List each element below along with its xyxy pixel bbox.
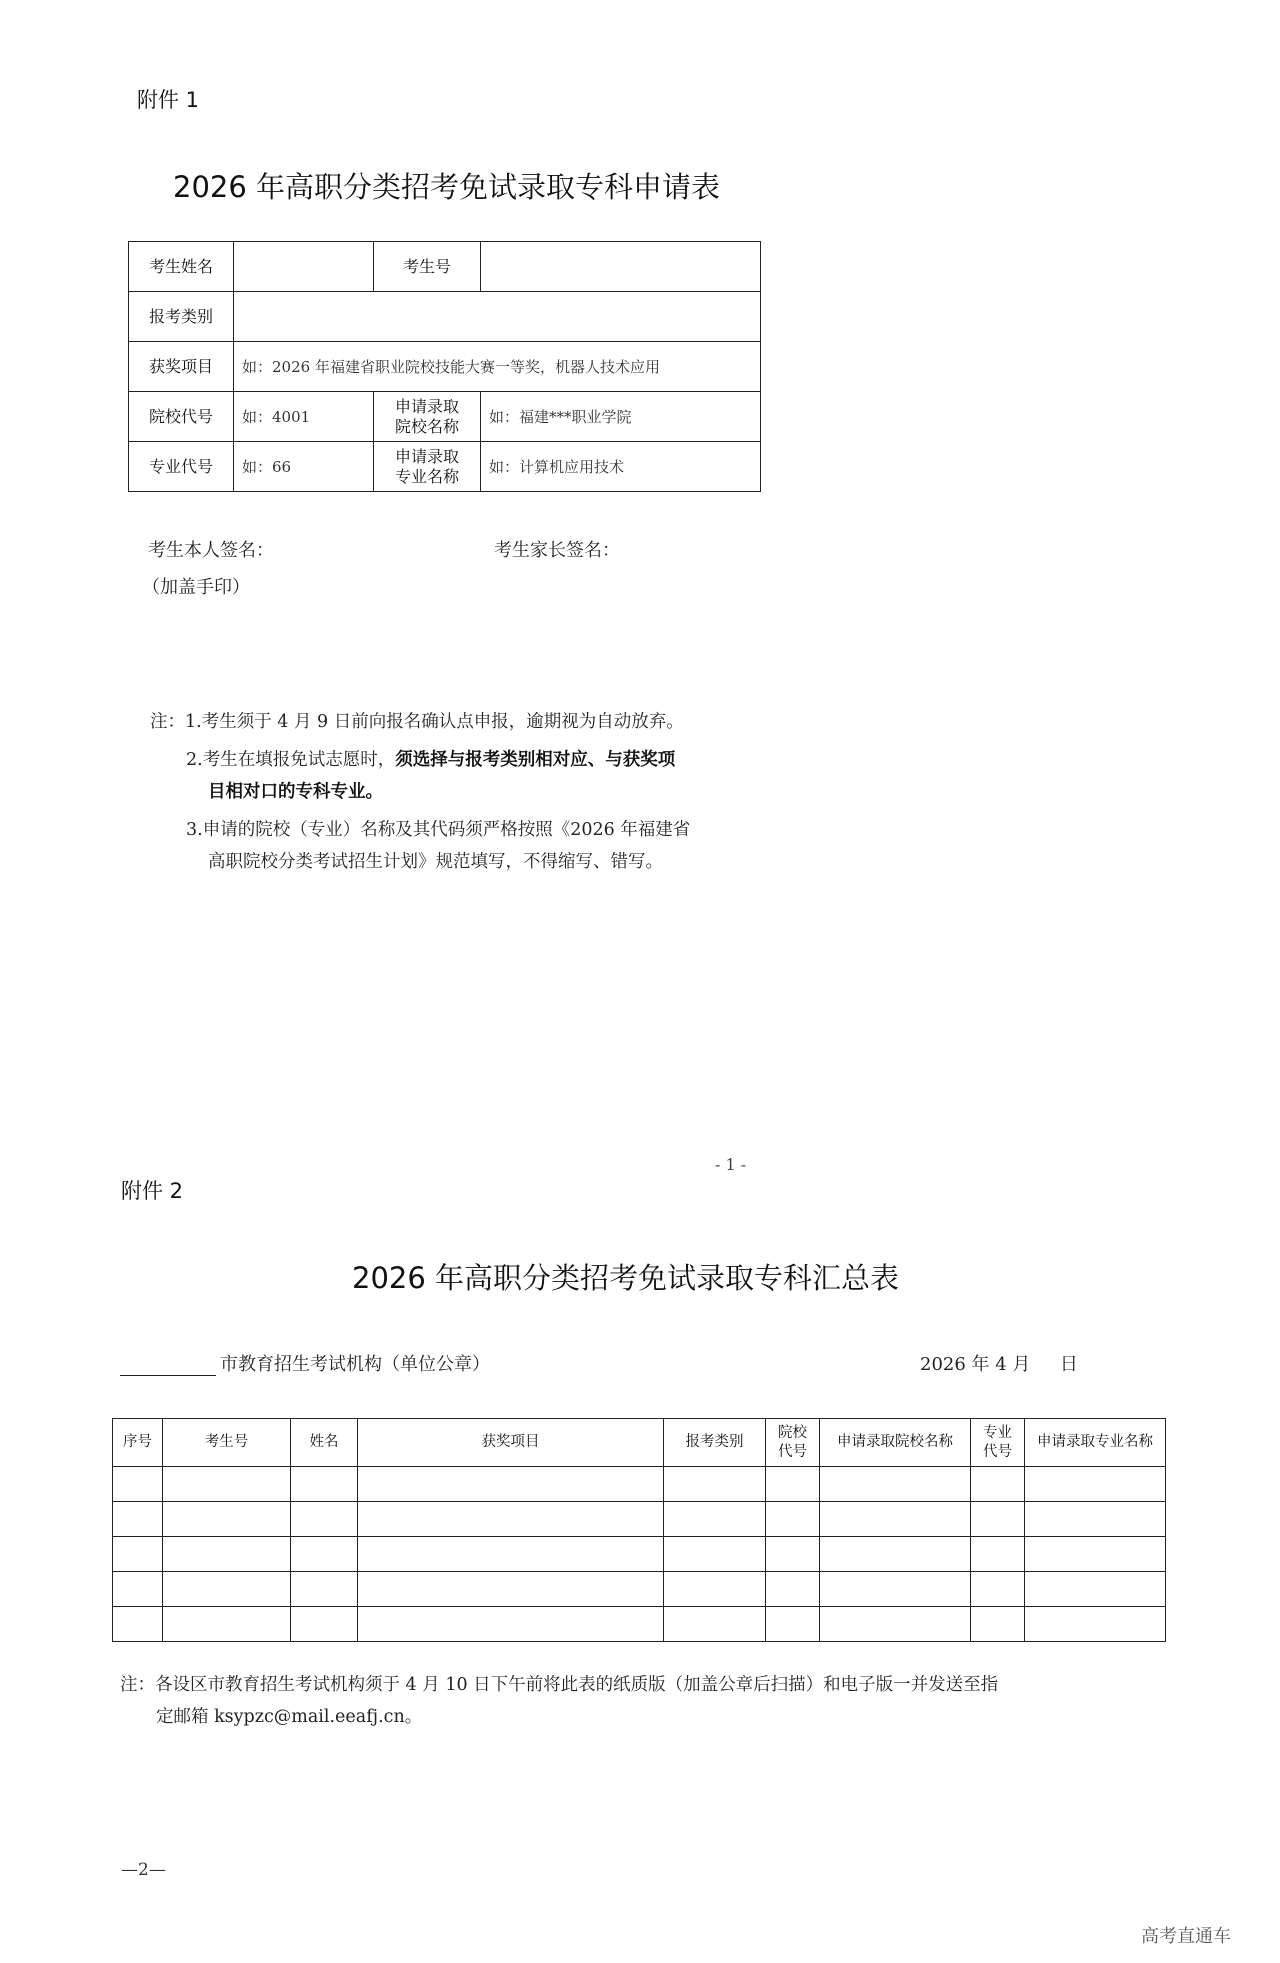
col-header-name: 姓名: [291, 1419, 358, 1467]
table-row: [113, 1572, 1166, 1607]
summary-note-line-1: 注：各设区市教育招生考试机构须于 4 月 10 日下午前将此表的纸质版（加盖公章后扫描）和电子版一并发送至指: [120, 1675, 999, 1695]
table-row: [129, 392, 761, 442]
table-cell[interactable]: [766, 1502, 820, 1537]
candidate-name-label: 考生姓名: [129, 242, 234, 292]
table-cell[interactable]: [971, 1607, 1025, 1642]
major-name-label: 申请录取专业名称: [374, 442, 481, 492]
table-cell[interactable]: [820, 1467, 971, 1502]
table-cell[interactable]: [358, 1467, 664, 1502]
table-row: [113, 1502, 1166, 1537]
summary-table-body: [113, 1467, 1166, 1642]
note-1: 注：1.考生须于 4 月 9 日前向报名确认点申报，逾期视为自动放弃。: [150, 712, 684, 732]
school-name-label: 申请录取院校名称: [374, 392, 481, 442]
form-title: 2026 年高职分类招考免试录取专科申请表: [173, 170, 721, 204]
summary-notes: [120, 1671, 1180, 1731]
date-text: 2026 年 4 月 日: [920, 1354, 1078, 1375]
table-row: [129, 342, 761, 392]
parent-signature-label: 考生家长签名：: [494, 540, 620, 561]
col-header-candidate-no: 考生号: [163, 1419, 291, 1467]
major-name-field[interactable]: 如：计算机应用技术: [481, 442, 761, 492]
table-cell[interactable]: [1025, 1502, 1166, 1537]
col-header-school-name: 申请录取院校名称: [820, 1419, 971, 1467]
notes-block: [150, 708, 790, 876]
table-cell[interactable]: [971, 1502, 1025, 1537]
page-number-1: - 1 -: [715, 1155, 747, 1174]
major-code-label: 专业代号: [129, 442, 234, 492]
award-field[interactable]: 如：2026 年福建省职业院校技能大赛一等奖，机器人技术应用: [234, 342, 761, 392]
watermark-text: 高考直通车: [1141, 1926, 1231, 1947]
attachment-2-label: 附件 2: [121, 1179, 184, 1203]
table-cell[interactable]: [163, 1572, 291, 1607]
major-code-field[interactable]: 如：66: [234, 442, 374, 492]
note-2: [150, 746, 790, 774]
table-row: [129, 442, 761, 492]
summary-title: 2026 年高职分类招考免试录取专科汇总表: [352, 1261, 900, 1295]
category-label: 报考类别: [129, 292, 234, 342]
candidate-signature-label: 考生本人签名：: [148, 540, 274, 561]
note-2-cont: [150, 778, 790, 806]
table-cell[interactable]: [971, 1572, 1025, 1607]
note-2-prefix: 2.考生在填报免试志愿时，: [186, 750, 396, 770]
table-cell[interactable]: [291, 1607, 358, 1642]
table-row: [113, 1607, 1166, 1642]
school-code-label: 院校代号: [129, 392, 234, 442]
summary-note-line-2: 定邮箱 ksypzc@mail.eeafj.cn。: [156, 1707, 423, 1727]
table-cell[interactable]: [358, 1537, 664, 1572]
page-number-2: —2—: [121, 1860, 166, 1880]
table-cell[interactable]: [291, 1537, 358, 1572]
table-cell[interactable]: [971, 1467, 1025, 1502]
table-cell[interactable]: [113, 1572, 163, 1607]
table-row: [113, 1467, 1166, 1502]
school-name-field[interactable]: 如：福建***职业学院: [481, 392, 761, 442]
school-code-field[interactable]: 如：4001: [234, 392, 374, 442]
award-label: 获奖项目: [129, 342, 234, 392]
table-cell[interactable]: [163, 1467, 291, 1502]
table-cell[interactable]: [664, 1467, 766, 1502]
candidate-no-field[interactable]: [481, 242, 761, 292]
col-header-index: 序号: [113, 1419, 163, 1467]
table-row: [113, 1537, 1166, 1572]
note-2-bold: 须选择与报考类别相对应、与获奖项: [395, 750, 676, 770]
application-form-table: [128, 241, 761, 492]
candidate-name-field[interactable]: [234, 242, 374, 292]
table-cell[interactable]: [820, 1537, 971, 1572]
table-cell[interactable]: [113, 1467, 163, 1502]
table-cell[interactable]: [358, 1607, 664, 1642]
note-3: 3.申请的院校（专业）名称及其代码须严格按照《2026 年福建省: [186, 820, 691, 840]
table-cell[interactable]: [820, 1572, 971, 1607]
table-cell[interactable]: [163, 1607, 291, 1642]
table-cell[interactable]: [971, 1537, 1025, 1572]
candidate-no-label: 考生号: [374, 242, 481, 292]
col-header-major-code: 专业代号: [971, 1419, 1025, 1467]
category-field[interactable]: [234, 292, 761, 342]
table-cell[interactable]: [358, 1572, 664, 1607]
table-cell[interactable]: [766, 1607, 820, 1642]
table-cell[interactable]: [163, 1537, 291, 1572]
summary-table: [112, 1418, 1166, 1642]
attachment-1-label: 附件 1: [137, 88, 200, 112]
table-cell[interactable]: [291, 1502, 358, 1537]
col-header-major-name: 申请录取专业名称: [1025, 1419, 1166, 1467]
table-cell[interactable]: [1025, 1467, 1166, 1502]
table-cell[interactable]: [820, 1607, 971, 1642]
table-cell[interactable]: [664, 1572, 766, 1607]
table-cell[interactable]: [664, 1537, 766, 1572]
table-row: [129, 242, 761, 292]
table-cell[interactable]: [1025, 1572, 1166, 1607]
table-cell[interactable]: [766, 1467, 820, 1502]
table-cell[interactable]: [766, 1572, 820, 1607]
fingerprint-label: （加盖手印）: [142, 577, 250, 598]
table-cell[interactable]: [113, 1502, 163, 1537]
institution-text: 市教育招生考试机构（单位公章）: [220, 1354, 490, 1375]
institution-line: [120, 1350, 490, 1376]
table-cell[interactable]: [664, 1502, 766, 1537]
table-cell[interactable]: [113, 1607, 163, 1642]
col-header-category: 报考类别: [664, 1419, 766, 1467]
table-cell[interactable]: [163, 1502, 291, 1537]
table-cell[interactable]: [820, 1502, 971, 1537]
table-cell[interactable]: [1025, 1537, 1166, 1572]
table-row: [129, 292, 761, 342]
col-header-school-code: 院校代号: [766, 1419, 820, 1467]
table-cell[interactable]: [291, 1467, 358, 1502]
table-header-row: [113, 1419, 1166, 1467]
col-header-award: 获奖项目: [358, 1419, 664, 1467]
table-cell[interactable]: [113, 1537, 163, 1572]
city-blank[interactable]: [120, 1353, 216, 1376]
note-2-bold-cont: 目相对口的专科专业。: [208, 782, 383, 802]
note-3-cont: 高职院校分类考试招生计划》规范填写，不得缩写、错写。: [208, 852, 663, 872]
table-cell[interactable]: [766, 1537, 820, 1572]
table-cell[interactable]: [664, 1607, 766, 1642]
table-cell[interactable]: [358, 1502, 664, 1537]
table-cell[interactable]: [291, 1572, 358, 1607]
table-cell[interactable]: [1025, 1607, 1166, 1642]
